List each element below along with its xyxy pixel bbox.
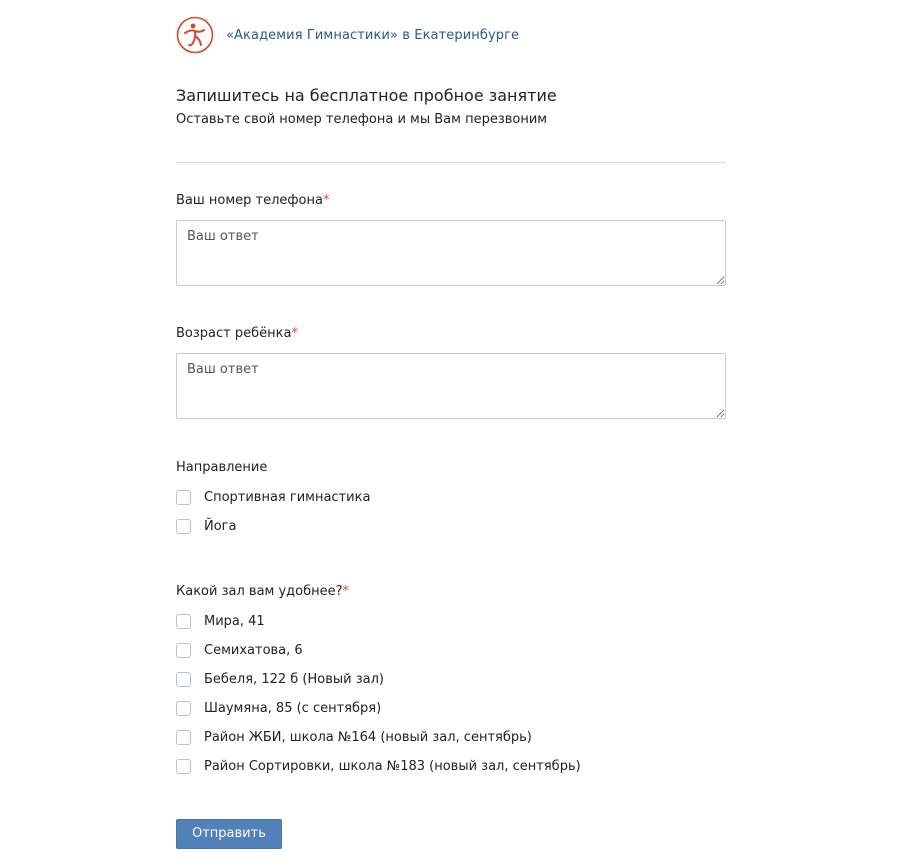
age-answer-field[interactable] [176,353,726,419]
hall-options [176,607,726,781]
checkbox[interactable] [176,614,191,629]
option-hall-semikhatova[interactable] [176,636,726,665]
question-hall-label [176,583,726,601]
form-header [176,15,726,55]
form-title: Запишитесь на бесплатное пробное занятие [176,86,557,105]
question-label-text: Возраст ребёнка [176,326,292,341]
option-hall-shaumyana[interactable] [176,694,726,723]
question-age-label [176,325,726,343]
form-description: Оставьте свой номер телефона и мы Вам перезвоним [176,112,548,127]
question-phone-label [176,192,726,210]
option-label: Район ЖБИ, школа №164 (новый зал, сентябрь) [204,730,532,745]
option-artistic-gymnastics[interactable] [176,483,726,512]
question-direction-label: Направление [176,460,268,475]
checkbox[interactable] [176,490,191,505]
gymnast-circle-logo-icon[interactable] [176,16,214,54]
option-label: Спортивная гимнастика [204,490,371,505]
checkbox[interactable] [176,701,191,716]
option-hall-sortirovka[interactable] [176,752,726,781]
phone-answer-field[interactable] [176,220,726,286]
checkbox[interactable] [176,643,191,658]
checkbox[interactable] [176,730,191,745]
required-mark: * [291,326,298,341]
required-mark: * [322,193,330,208]
option-yoga[interactable] [176,512,726,541]
lead-form [176,15,726,849]
required-mark: * [342,584,350,599]
option-hall-bebelya[interactable] [176,665,726,694]
checkbox[interactable] [176,672,191,687]
option-label: Мира, 41 [204,614,265,629]
option-hall-zhbi[interactable] [176,723,726,752]
option-hall-mira[interactable] [176,607,726,636]
checkbox[interactable] [176,759,191,774]
option-label: Семихатова, 6 [204,643,303,658]
option-label: Йога [204,519,237,534]
question-label-text: Ваш номер телефона [176,193,323,208]
checkbox[interactable] [176,519,191,534]
group-name-link[interactable]: «Академия Гимнастики» в Екатеринбурге [226,27,520,43]
question-label-text: Какой зал вам удобнее? [176,584,343,599]
option-label: Район Сортировки, школа №183 (новый зал, сентябрь) [204,759,581,774]
direction-options [176,483,726,541]
option-label: Шаумяна, 85 (с сентября) [204,701,382,716]
option-label: Бебеля, 122 б (Новый зал) [204,672,384,687]
divider [176,162,726,163]
submit-button[interactable]: Отправить [176,819,282,849]
